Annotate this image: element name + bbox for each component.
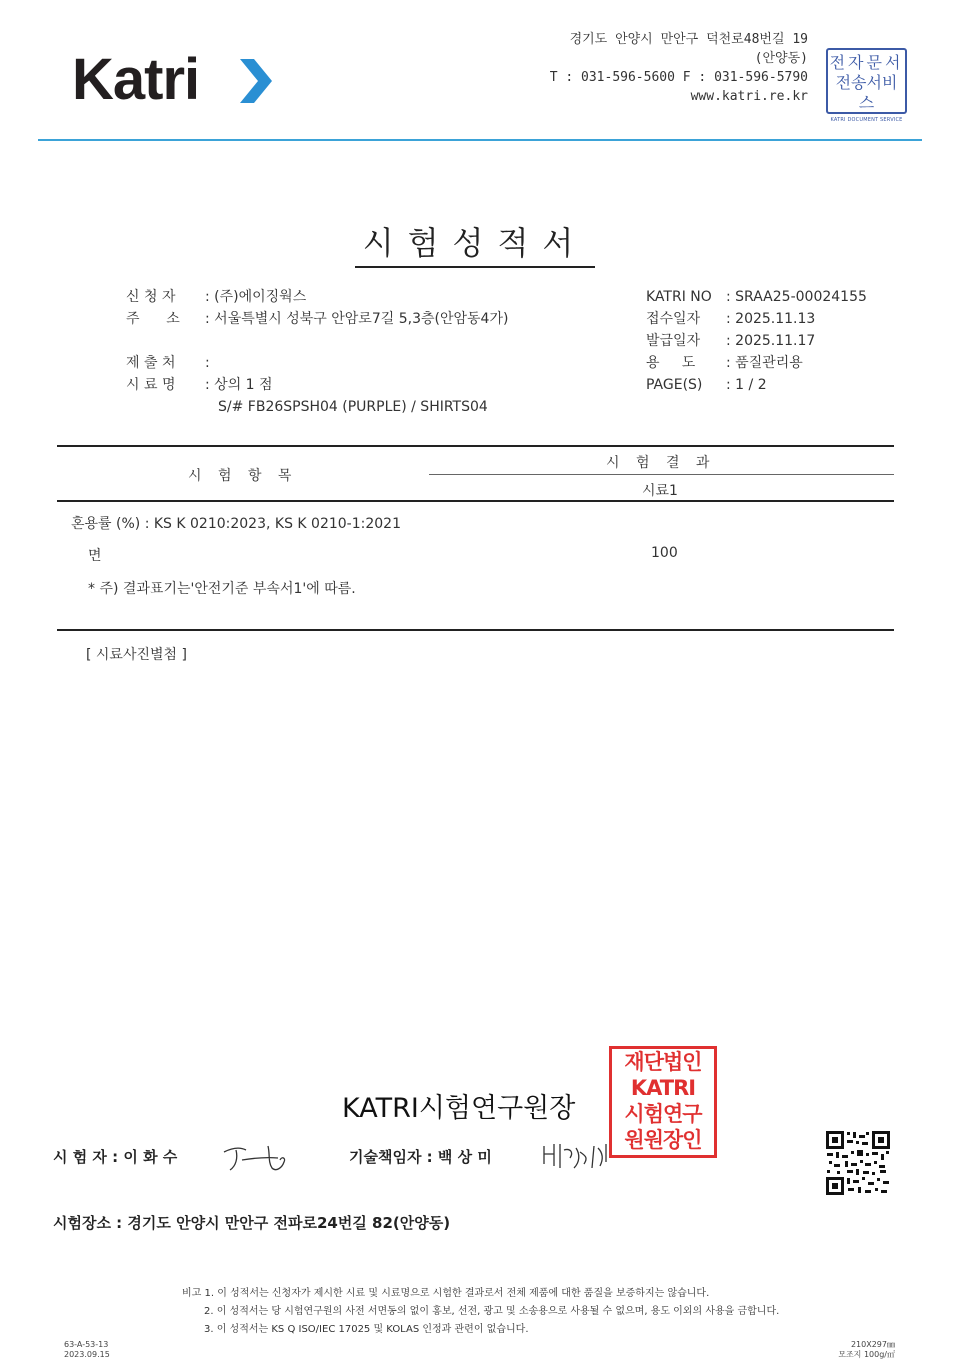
received-date-label: 접수일자 [646, 311, 701, 327]
institute-name: KATRI시험연구원장 [342, 1093, 576, 1124]
photo-attachment-note: [ 시료사진별첨 ] [86, 647, 187, 663]
note-1: 비고 1. 이 성적서는 신청자가 제시한 시료 및 시료명으로 시험한 결과로서 전체 제품에 대한 품질을 보증하지는 않습니다. [182, 1288, 710, 1299]
test-method: 혼용률 (%) : KS K 0210:2023, KS K 0210-1:2021 [71, 516, 401, 532]
seal-line3: 시험연구 [624, 1102, 702, 1126]
test-location: 시험장소 : 경기도 안양시 만안구 전파로24번길 82(안양동) [53, 1214, 451, 1232]
issued-date-value: : 2025.11.17 [726, 333, 816, 349]
tester-signature-icon [220, 1138, 295, 1176]
received-date-value: : 2025.11.13 [726, 311, 816, 327]
manager-signature-icon [540, 1138, 612, 1176]
seal-line2: KATRI [630, 1076, 696, 1100]
note-3: 3. 이 성적서는 KS Q ISO/IEC 17025 및 KOLAS 인정과 관련이 없습니다. [204, 1324, 529, 1335]
applicant-value: : (주)에이징웍스 [205, 289, 307, 305]
tester-label: 시 험 자 : 이 화 수 [53, 1148, 178, 1166]
header-address [448, 30, 808, 106]
submitter-value: : [205, 355, 210, 371]
address-line2: (안양동) [754, 51, 808, 66]
logo-chevron-icon [238, 57, 274, 105]
sample-label: 시 료 명 [126, 377, 176, 393]
document-title: 시험성적서 [355, 218, 595, 268]
col-header-test-result: 시 험 결 과 [606, 455, 716, 471]
header-divider [38, 139, 922, 141]
address-value: : 서울특별시 성북구 안암로7길 5,3층(안암동4가) [205, 311, 509, 327]
technical-manager-label: 기술책임자 : 백 상 미 [349, 1148, 492, 1166]
address-line1: 경기도 안양시 만안구 덕천로48번길 19 [569, 32, 808, 47]
note-2: 2. 이 성적서는 당 시험연구원의 사전 서면동의 없이 홍보, 선전, 광고 및 소송용으로 사용될 수 없으며, 용도 이외의 사용을 금합니다. [204, 1306, 780, 1317]
address-label: 주 소 [126, 311, 180, 327]
col-header-test-item: 시 험 항 목 [188, 468, 298, 484]
phone-fax: T : 031-596-5600 F : 031-596-5790 [549, 70, 808, 85]
form-date: 2023.09.15 [64, 1350, 110, 1359]
purpose-label: 용 도 [646, 355, 696, 371]
page-value: : 1 / 2 [726, 377, 767, 393]
submitter-label: 제 출 처 [126, 355, 176, 371]
result-item-value: 100 [651, 545, 678, 561]
result-footnote: * 주) 결과표기는'안전기준 부속서1'에 따름. [88, 581, 356, 597]
paper-size: 210X297㎜ [850, 1340, 895, 1349]
badge-line2: 전송서비스 [835, 73, 898, 112]
website[interactable]: www.katri.re.kr [690, 89, 808, 104]
badge-line3: KATRI DOCUMENT SERVICE [830, 117, 903, 123]
page-label: PAGE(S) [646, 377, 703, 393]
sample-value: : 상의 1 점 [205, 377, 273, 393]
paper-type: 모조지 100g/㎡ [838, 1350, 895, 1359]
table-header-rule [57, 500, 894, 502]
sample-detail: S/# FB26SPSH04 (PURPLE) / SHIRTS04 [218, 399, 488, 415]
table-top-rule [57, 445, 894, 447]
result-item-name: 면 [88, 548, 102, 564]
official-seal [609, 1046, 717, 1158]
katri-no-value: : SRAA25-00024155 [726, 289, 867, 305]
katri-logo-text: Katri [72, 47, 200, 112]
table-bottom-rule [57, 629, 894, 631]
qr-code-icon [825, 1130, 891, 1196]
purpose-value: : 품질관리용 [726, 355, 803, 371]
seal-line4: 원원장인 [624, 1128, 702, 1152]
issued-date-label: 발급일자 [646, 333, 701, 349]
form-code: 63-A-53-13 [64, 1340, 109, 1349]
col-header-sample: 시료1 [642, 483, 678, 499]
table-sub-rule [429, 474, 894, 475]
badge-line1: 전자문서 [829, 53, 904, 72]
seal-line1: 재단법인 [624, 1050, 702, 1074]
applicant-label: 신 청 자 [126, 289, 176, 305]
document-service-badge [826, 48, 907, 123]
katri-no-label: KATRI NO [646, 289, 712, 305]
